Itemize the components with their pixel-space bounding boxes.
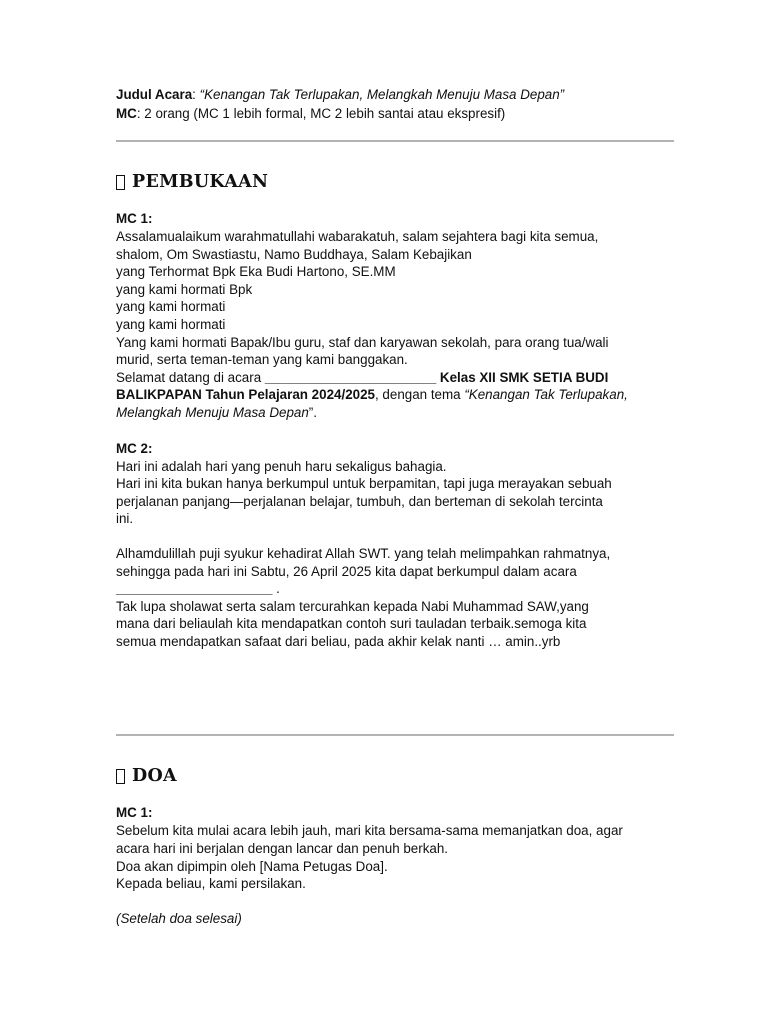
doa-mc1-line: acara hari ini berjalan dengan lancar dan penuh berkah. xyxy=(116,841,449,857)
pembukaan-mc2-line: sehingga pada hari ini Sabtu, 26 April 2025 kita dapat berkumpul dalam acara xyxy=(116,563,577,579)
event-title-label: Judul Acara xyxy=(116,87,193,102)
blank-end: . xyxy=(272,581,280,597)
pembukaan-mc1-line: yang kami hormati xyxy=(116,299,226,315)
pembukaan-mc1-line: yang Terhormat Bpk Eka Budi Hartono, SE.MM xyxy=(116,264,396,280)
pembukaan-mc2-line: perjalanan panjang—perjalanan belajar, tumbuh, dan berteman di sekolah tercinta xyxy=(116,493,603,509)
mc2-label-pembukaan: MC 2: xyxy=(116,440,153,456)
welcome-prefix: Selamat datang di acara xyxy=(116,369,265,385)
pembukaan-mc1-line: shalom, Om Swastiastu, Namo Buddhaya, Salam Kebajikan xyxy=(116,246,472,262)
section-heading-doa-text: DOA xyxy=(132,766,177,787)
pembukaan-mc1-line: yang kami hormati Bpk xyxy=(116,281,253,297)
event-title-line xyxy=(116,86,674,105)
mc1-label-pembukaan: MC 1: xyxy=(116,211,153,226)
pembukaan-mc2-line: semua mendapatkan safaat dari beliau, pada akhir kelak nanti … amin..yrb xyxy=(116,633,561,649)
welcome-theme-end: ”. xyxy=(308,404,317,420)
welcome-line-2 xyxy=(116,386,674,404)
mc-count-colon: : xyxy=(136,105,141,121)
event-name-blank: _______________________ xyxy=(264,369,437,385)
pembukaan-mc1-line: Assalamualaikum warahmatullahi wabarakatuh, salam sejahtera bagi kita semua, xyxy=(116,229,599,244)
mc-count-label: MC xyxy=(116,105,137,121)
pembukaan-mc2-blank-line xyxy=(116,580,674,598)
pembukaan-mc2-line: mana dari beliaulah kita mendapatkan contoh suri tauladan terbaik.semoga kita xyxy=(116,616,587,632)
welcome-line-3 xyxy=(116,404,674,422)
pembukaan-mc1-line: Yang kami hormati Bapak/Ibu guru, staf dan karyawan sekolah, para orang tua/wali xyxy=(116,334,609,350)
welcome-theme-1: “Kenangan Tak Terlupakan, xyxy=(464,387,628,403)
mc-count-value: 2 orang (MC 1 lebih formal, MC 2 lebih santai atau ekspresif) xyxy=(140,105,506,121)
mc1-label-doa: MC 1: xyxy=(116,805,153,821)
welcome-theme-2: Melangkah Menuju Masa Depan xyxy=(116,404,309,420)
pembukaan-mc1-line: murid, serta teman-teman yang kami banggakan. xyxy=(116,352,408,368)
event-title-value: “Kenangan Tak Terlupakan, Melangkah Menuju Masa Depan” xyxy=(199,87,565,102)
welcome-event-name-2: BALIKPAPAN Tahun Pelajaran 2024/2025 xyxy=(116,387,375,403)
section-heading-doa xyxy=(116,765,674,787)
doa-note: (Setelah doa selesai) xyxy=(116,910,242,926)
document-page xyxy=(116,86,674,927)
doa-mc1-line: Sebelum kita mulai acara lebih jauh, mari kita bersama-sama memanjatkan doa, agar xyxy=(116,823,623,839)
pembukaan-mc1-line: yang kami hormati xyxy=(116,316,226,332)
pembukaan-mc2-line: Tak lupa sholawat serta salam tercurahkan kepada Nabi Muhammad SAW,yang xyxy=(116,598,589,614)
welcome-theme-prefix: , dengan tema xyxy=(374,387,465,403)
doa-mc1-line: Doa akan dipimpin oleh [Nama Petugas Doa]. xyxy=(116,858,388,874)
pembukaan-mc2-line: ini. xyxy=(116,511,134,527)
welcome-line-1 xyxy=(116,369,674,387)
pembukaan-mc2-line: Alhamdulillah puji syukur kehadirat Allah SWT. yang telah melimpahkan rahmatnya, xyxy=(116,545,611,561)
mc-count-line xyxy=(116,105,674,124)
pembukaan-mc2-line: Hari ini kita bukan hanya berkumpul untuk berpamitan, tapi juga merayakan sebuah xyxy=(116,476,612,492)
section-heading-pembukaan xyxy=(116,171,674,193)
section-heading-pembukaan-text: PEMBUKAAN xyxy=(132,172,269,192)
pembukaan-mc2-line: Hari ini adalah hari yang penuh haru sekaligus bahagia. xyxy=(116,458,447,474)
welcome-event-name: Kelas XII SMK SETIA BUDI xyxy=(436,369,609,385)
missing-glyph-icon xyxy=(116,769,125,784)
doa-mc1-line: Kepada beliau, kami persilakan. xyxy=(116,876,306,892)
event-title-colon: : xyxy=(192,87,196,102)
event-name-blank-2: _____________________ xyxy=(116,581,273,597)
missing-glyph-icon xyxy=(116,175,125,190)
